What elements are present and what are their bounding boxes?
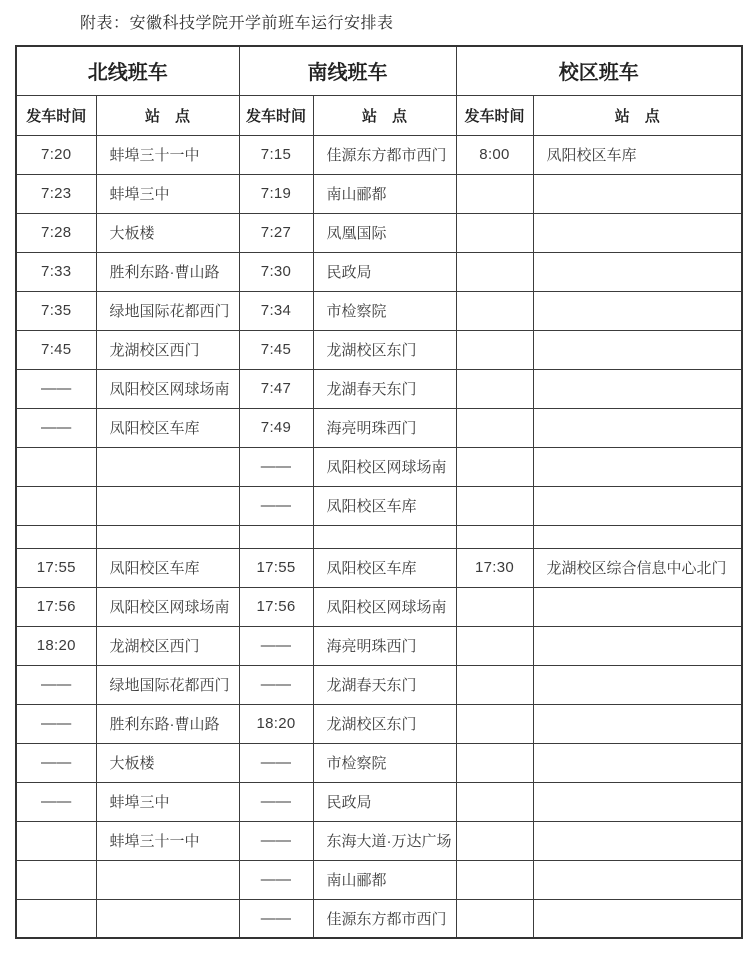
schedule-row bbox=[16, 743, 742, 782]
campus-station-cell bbox=[533, 704, 742, 743]
group-header-campus: 校区班车 bbox=[456, 46, 742, 95]
north-station-cell: 蚌埠三中 bbox=[96, 174, 239, 213]
campus-station-cell: 凤阳校区车库 bbox=[533, 135, 742, 174]
campus-time-cell bbox=[456, 743, 533, 782]
north-station-cell: 凤阳校区网球场南 bbox=[96, 369, 239, 408]
campus-station-cell bbox=[533, 174, 742, 213]
campus-time-cell bbox=[456, 369, 533, 408]
south-time-cell: —— bbox=[239, 899, 313, 938]
bus-schedule-table bbox=[15, 45, 743, 939]
group-header-row bbox=[16, 46, 742, 95]
north-station-cell bbox=[96, 486, 239, 525]
section-spacer-row bbox=[16, 525, 742, 548]
south-station-cell: 市检察院 bbox=[313, 743, 456, 782]
schedule-row bbox=[16, 704, 742, 743]
south-time-cell: —— bbox=[239, 782, 313, 821]
north-time-cell: —— bbox=[16, 369, 96, 408]
north-time-cell: —— bbox=[16, 782, 96, 821]
south-time-cell: —— bbox=[239, 447, 313, 486]
subheader-north-station: 站 点 bbox=[96, 95, 239, 135]
south-time-cell: 17:55 bbox=[239, 548, 313, 587]
schedule-row bbox=[16, 626, 742, 665]
south-time-cell: —— bbox=[239, 860, 313, 899]
north-time-cell: 7:28 bbox=[16, 213, 96, 252]
north-station-cell: 胜利东路·曹山路 bbox=[96, 252, 239, 291]
campus-time-cell bbox=[456, 860, 533, 899]
south-station-cell: 民政局 bbox=[313, 782, 456, 821]
north-time-cell bbox=[16, 486, 96, 525]
campus-station-cell bbox=[533, 408, 742, 447]
schedule-row bbox=[16, 587, 742, 626]
campus-station-cell bbox=[533, 252, 742, 291]
north-station-cell: 绿地国际花都西门 bbox=[96, 665, 239, 704]
south-station-cell: 凤阳校区车库 bbox=[313, 548, 456, 587]
north-station-cell: 龙湖校区西门 bbox=[96, 626, 239, 665]
campus-station-cell bbox=[533, 330, 742, 369]
north-time-cell bbox=[16, 447, 96, 486]
schedule-row bbox=[16, 213, 742, 252]
north-station-cell bbox=[96, 447, 239, 486]
south-station-cell: 海亮明珠西门 bbox=[313, 626, 456, 665]
south-station-cell: 佳源东方都市西门 bbox=[313, 135, 456, 174]
north-station-cell: 蚌埠三中 bbox=[96, 782, 239, 821]
south-station-cell: 凤阳校区网球场南 bbox=[313, 587, 456, 626]
schedule-row bbox=[16, 408, 742, 447]
north-time-cell: 17:55 bbox=[16, 548, 96, 587]
south-time-cell: 7:49 bbox=[239, 408, 313, 447]
campus-station-cell bbox=[533, 665, 742, 704]
north-time-cell: 17:56 bbox=[16, 587, 96, 626]
north-time-cell: 7:35 bbox=[16, 291, 96, 330]
sub-header-row bbox=[16, 95, 742, 135]
campus-station-cell bbox=[533, 486, 742, 525]
north-station-cell: 大板楼 bbox=[96, 743, 239, 782]
south-time-cell: —— bbox=[239, 626, 313, 665]
schedule-row bbox=[16, 821, 742, 860]
north-station-cell: 龙湖校区西门 bbox=[96, 330, 239, 369]
north-station-cell: 凤阳校区车库 bbox=[96, 548, 239, 587]
campus-time-cell bbox=[456, 408, 533, 447]
campus-time-cell bbox=[456, 587, 533, 626]
north-station-cell: 蚌埠三十一中 bbox=[96, 135, 239, 174]
south-time-cell: —— bbox=[239, 665, 313, 704]
north-station-cell: 胜利东路·曹山路 bbox=[96, 704, 239, 743]
campus-station-cell bbox=[533, 743, 742, 782]
campus-time-cell bbox=[456, 626, 533, 665]
empty-cell bbox=[239, 525, 313, 548]
north-time-cell: —— bbox=[16, 665, 96, 704]
campus-time-cell: 17:30 bbox=[456, 548, 533, 587]
campus-station-cell: 龙湖校区综合信息中心北门 bbox=[533, 548, 742, 587]
group-header-north: 北线班车 bbox=[16, 46, 239, 95]
campus-time-cell bbox=[456, 213, 533, 252]
campus-station-cell bbox=[533, 626, 742, 665]
schedule-body bbox=[16, 135, 742, 938]
empty-cell bbox=[16, 525, 96, 548]
south-station-cell: 市检察院 bbox=[313, 291, 456, 330]
schedule-row bbox=[16, 291, 742, 330]
south-station-cell: 南山郦都 bbox=[313, 860, 456, 899]
campus-station-cell bbox=[533, 782, 742, 821]
campus-time-cell bbox=[456, 899, 533, 938]
south-station-cell: 凤阳校区车库 bbox=[313, 486, 456, 525]
south-time-cell: —— bbox=[239, 821, 313, 860]
campus-time-cell bbox=[456, 330, 533, 369]
campus-station-cell bbox=[533, 821, 742, 860]
page-title: 附表：安徽科技学院开学前班车运行安排表 bbox=[80, 15, 394, 32]
schedule-row bbox=[16, 252, 742, 291]
north-station-cell: 蚌埠三十一中 bbox=[96, 821, 239, 860]
campus-station-cell bbox=[533, 369, 742, 408]
subheader-north-time: 发车时间 bbox=[16, 95, 96, 135]
south-time-cell: —— bbox=[239, 743, 313, 782]
south-time-cell: 7:34 bbox=[239, 291, 313, 330]
campus-time-cell bbox=[456, 174, 533, 213]
campus-time-cell bbox=[456, 665, 533, 704]
south-time-cell: —— bbox=[239, 486, 313, 525]
schedule-row bbox=[16, 782, 742, 821]
campus-station-cell bbox=[533, 899, 742, 938]
north-time-cell bbox=[16, 821, 96, 860]
empty-cell bbox=[456, 525, 533, 548]
north-time-cell: 7:45 bbox=[16, 330, 96, 369]
south-time-cell: 7:15 bbox=[239, 135, 313, 174]
north-time-cell: 7:23 bbox=[16, 174, 96, 213]
south-station-cell: 佳源东方都市西门 bbox=[313, 899, 456, 938]
schedule-row bbox=[16, 447, 742, 486]
schedule-row bbox=[16, 899, 742, 938]
north-station-cell bbox=[96, 899, 239, 938]
north-time-cell bbox=[16, 860, 96, 899]
south-time-cell: 7:30 bbox=[239, 252, 313, 291]
north-station-cell bbox=[96, 860, 239, 899]
north-time-cell: —— bbox=[16, 704, 96, 743]
south-station-cell: 东海大道·万达广场 bbox=[313, 821, 456, 860]
north-station-cell: 凤阳校区网球场南 bbox=[96, 587, 239, 626]
schedule-row bbox=[16, 486, 742, 525]
north-time-cell bbox=[16, 899, 96, 938]
schedule-row bbox=[16, 860, 742, 899]
campus-station-cell bbox=[533, 587, 742, 626]
north-station-cell: 大板楼 bbox=[96, 213, 239, 252]
south-station-cell: 海亮明珠西门 bbox=[313, 408, 456, 447]
south-time-cell: 7:47 bbox=[239, 369, 313, 408]
campus-station-cell bbox=[533, 860, 742, 899]
south-station-cell: 龙湖校区东门 bbox=[313, 704, 456, 743]
campus-time-cell bbox=[456, 252, 533, 291]
empty-cell bbox=[96, 525, 239, 548]
subheader-campus-time: 发车时间 bbox=[456, 95, 533, 135]
campus-time-cell bbox=[456, 782, 533, 821]
campus-time-cell bbox=[456, 291, 533, 330]
campus-station-cell bbox=[533, 291, 742, 330]
south-station-cell: 凤凰国际 bbox=[313, 213, 456, 252]
subheader-campus-station: 站 点 bbox=[533, 95, 742, 135]
south-station-cell: 南山郦都 bbox=[313, 174, 456, 213]
south-station-cell: 民政局 bbox=[313, 252, 456, 291]
north-time-cell: 18:20 bbox=[16, 626, 96, 665]
north-station-cell: 绿地国际花都西门 bbox=[96, 291, 239, 330]
south-time-cell: 7:27 bbox=[239, 213, 313, 252]
north-station-cell: 凤阳校区车库 bbox=[96, 408, 239, 447]
schedule-row bbox=[16, 369, 742, 408]
south-time-cell: 17:56 bbox=[239, 587, 313, 626]
north-time-cell: —— bbox=[16, 743, 96, 782]
empty-cell bbox=[533, 525, 742, 548]
schedule-row bbox=[16, 174, 742, 213]
campus-time-cell bbox=[456, 704, 533, 743]
north-time-cell: —— bbox=[16, 408, 96, 447]
south-time-cell: 18:20 bbox=[239, 704, 313, 743]
south-station-cell: 凤阳校区网球场南 bbox=[313, 447, 456, 486]
south-station-cell: 龙湖春天东门 bbox=[313, 369, 456, 408]
schedule-row bbox=[16, 548, 742, 587]
schedule-row bbox=[16, 135, 742, 174]
subheader-south-station: 站 点 bbox=[313, 95, 456, 135]
campus-time-cell bbox=[456, 821, 533, 860]
south-time-cell: 7:45 bbox=[239, 330, 313, 369]
campus-station-cell bbox=[533, 447, 742, 486]
campus-time-cell bbox=[456, 447, 533, 486]
subheader-south-time: 发车时间 bbox=[239, 95, 313, 135]
south-time-cell: 7:19 bbox=[239, 174, 313, 213]
campus-station-cell bbox=[533, 213, 742, 252]
group-header-south: 南线班车 bbox=[239, 46, 456, 95]
south-station-cell: 龙湖校区东门 bbox=[313, 330, 456, 369]
schedule-row bbox=[16, 665, 742, 704]
campus-time-cell: 8:00 bbox=[456, 135, 533, 174]
north-time-cell: 7:20 bbox=[16, 135, 96, 174]
empty-cell bbox=[313, 525, 456, 548]
schedule-row bbox=[16, 330, 742, 369]
campus-time-cell bbox=[456, 486, 533, 525]
south-station-cell: 龙湖春天东门 bbox=[313, 665, 456, 704]
table-header bbox=[16, 46, 742, 135]
north-time-cell: 7:33 bbox=[16, 252, 96, 291]
